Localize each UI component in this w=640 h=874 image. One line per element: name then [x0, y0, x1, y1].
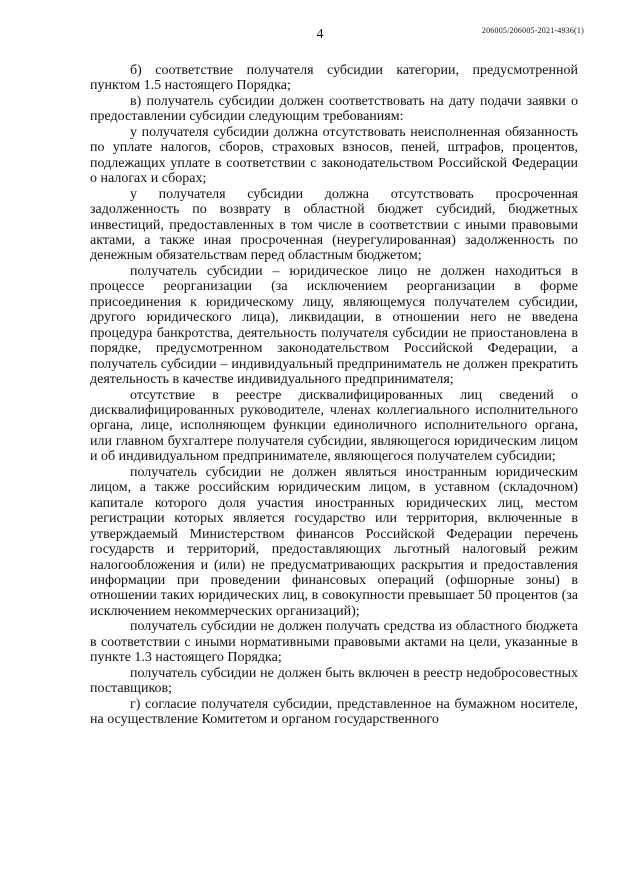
document-id: 206005/206005-2021-4936(1) [481, 26, 584, 35]
paragraph-no-budget-debt: у получателя субсидии должна отсутствовать просроченная задолженность по возврату в областной бюджет субсидий, бюджетных инвестиций, предоставленных в том числе в соответствии с иными правовыми актами, а также иная просроченная (неурегулированная) задолженность по денежным обязательствам перед областным бюджетом; [90, 186, 578, 264]
paragraph-g-consent: г) согласие получателя субсидии, представленное на бумажном носителе, на осуществление Комитетом и органом государственного [90, 696, 578, 728]
paragraph-b-category: б) соответствие получателя субсидии категории, предусмотренной пунктом 1.5 настоящего Порядка; [90, 63, 578, 94]
paragraph-no-reorganization: получатель субсидии – юридическое лицо не должен находиться в процессе реорганизации (за исключением реорганизации в форме присоединения к юридическому лицу, являющемуся получателем субсидии, другого юридического лица), ликвидации, в отношении него не введена процедура банкротства, деятельность получателя субсидии не приостановлена в порядке, предусмотренном законодательством Российской Федерации, а получатель субсидии – индивидуальный предприниматель не должен прекратить деятельность в качестве индивидуального предпринимателя; [90, 263, 578, 388]
paragraph-no-tax-debt: у получателя субсидии должна отсутствовать неисполненная обязанность по уплате налогов, сборов, страховых взносов, пеней, штрафов, процентов, подлежащих уплате в соответствии с законодательством Российской Федерации о налогах и сборах; [90, 124, 578, 187]
paragraph-no-foreign-entity: получатель субсидии не должен являться иностранным юридическим лицом, а также российским юридическим лицом, в уставном (складочном) капитале которого доля участия иностранных юридических лиц, местом регистрации которых является государство или территория, включенные в утверждаемый Министерством финансов Российской Федерации перечень государств и территорий, предоставляющих льготный налоговый режим налогообложения и (или) не предусматривающих раскрытия и предоставления информации при проведении финансовых операций (офшорные зоны) в отношении таких юридических лиц, в совокупности превышает 50 процентов (за исключением некоммерческих организаций); [90, 464, 578, 619]
paragraph-no-other-funding: получатель субсидии не должен получать средства из областного бюджета в соответствии с иными нормативными правовыми актами на цели, указанные в пункте 1.3 настоящего Порядка; [90, 619, 578, 666]
document-body [90, 63, 578, 727]
paragraph-no-unfair-suppliers: получатель субсидии не должен быть включен в реестр недобросовестных поставщиков; [90, 665, 578, 697]
page-number: 4 [316, 27, 324, 42]
paragraph-v-requirements: в) получатель субсидии должен соответствовать на дату подачи заявки о предоставлении субсидии следующим требованиям: [90, 93, 578, 125]
paragraph-disqualified-registry: отсутствие в реестре дисквалифицированных лиц сведений о дисквалифицированных руководителе, членах коллегиального исполнительного органа, лице, исполняющем функции единоличного исполнительного органа, или главном бухгалтере получателя субсидии, являющегося юридическим лицом и об индивидуальном предпринимателе, являющегося получателем субсидии; [90, 387, 578, 465]
